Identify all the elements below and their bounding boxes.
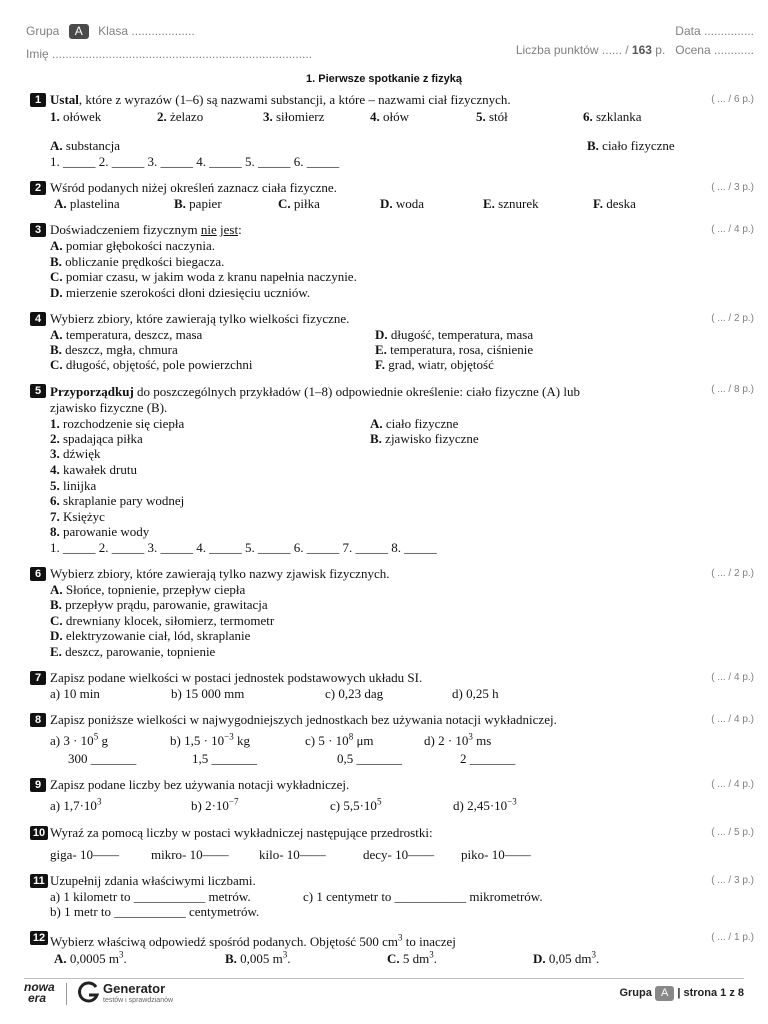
- item-number: 4.: [50, 462, 60, 477]
- option-b: [587, 138, 675, 154]
- question-number: 11: [30, 874, 48, 888]
- option-letter: D.: [50, 628, 63, 643]
- option[interactable]: [375, 357, 494, 373]
- list-item: [50, 524, 149, 540]
- option-letter: C.: [387, 951, 400, 966]
- sub-item[interactable]: a) 1 kilometr to ___________ metrów.: [50, 889, 251, 904]
- item-text: siłomierz: [276, 109, 325, 124]
- question-text: [50, 92, 511, 108]
- unit: kg: [233, 733, 250, 748]
- list-item: [50, 478, 96, 494]
- points-label: Liczba punktów ...... /: [515, 43, 632, 57]
- points-box: ( ... / 6 p.): [711, 94, 754, 105]
- logo-text-top: nowa: [24, 980, 55, 994]
- option[interactable]: [54, 196, 120, 212]
- option[interactable]: [50, 613, 274, 629]
- option-text: papier: [189, 196, 222, 211]
- page-indicator: [619, 986, 744, 1001]
- question-text: Zapisz podane liczby bez używania notacji wykładniczej.: [50, 777, 350, 792]
- option-text: piłka: [293, 196, 320, 211]
- sub-item: a) 10 min: [50, 686, 100, 701]
- list-item: [50, 431, 143, 447]
- option-text: plastelina: [69, 196, 120, 211]
- question-text: Wybierz zbiory, które zawierają tylko nazwy zjawisk fizycznych.: [50, 566, 390, 581]
- option-letter: B.: [50, 342, 62, 357]
- points-box: ( ... / 4 p.): [711, 672, 754, 683]
- answer-blank[interactable]: 300 _______: [68, 751, 137, 766]
- unit: g: [98, 733, 108, 748]
- question-number: 12: [30, 931, 48, 945]
- option-text: temperatura, rosa, ciśnienie: [390, 342, 534, 357]
- sub-item[interactable]: giga- 10——: [50, 847, 119, 862]
- option-letter: A.: [50, 327, 63, 342]
- period: .: [287, 951, 291, 966]
- points-suffix: p.: [651, 43, 666, 57]
- page-title: 1. Pierwsze spotkanie z fizyką: [306, 73, 462, 85]
- option-letter: F.: [593, 196, 603, 211]
- option[interactable]: [387, 951, 437, 967]
- list-item: [50, 446, 101, 462]
- option[interactable]: [483, 196, 539, 212]
- option-letter: F.: [375, 357, 385, 372]
- sub-item: c) 0,23 dag: [325, 686, 384, 701]
- question-number: 4: [30, 312, 46, 326]
- points-box: ( ... / 3 p.): [711, 182, 754, 193]
- generator-subtitle: testów i sprawdzianów: [103, 997, 174, 1004]
- list-item: [476, 109, 508, 125]
- question-text: Wybierz zbiory, które zawierają tylko wielkości fizyczne.: [50, 311, 350, 326]
- question-number: 2: [30, 181, 46, 195]
- item-text: spadająca piłka: [63, 431, 143, 446]
- option-letter: B.: [587, 138, 599, 153]
- list-item: [50, 493, 184, 509]
- question-number: 9: [30, 778, 46, 792]
- period: .: [596, 951, 600, 966]
- option-letter: A.: [54, 951, 67, 966]
- item-number: 5.: [476, 109, 486, 124]
- sub-item: [170, 733, 250, 749]
- question-text: [50, 222, 242, 238]
- exponent: 3: [282, 949, 288, 960]
- sub-item: [50, 733, 108, 749]
- points-box: ( ... / 4 p.): [711, 224, 754, 235]
- option-text: sznurek: [498, 196, 539, 211]
- points-box: ( ... / 8 p.): [711, 384, 754, 395]
- item-number: 1.: [50, 416, 60, 431]
- item-text: ołówek: [63, 109, 102, 124]
- option[interactable]: [593, 196, 636, 212]
- option[interactable]: [50, 342, 178, 358]
- option[interactable]: [50, 254, 224, 270]
- question-number: 6: [30, 567, 46, 581]
- option-letter: A.: [370, 416, 383, 431]
- question-number: 5: [30, 384, 46, 398]
- option-text: obliczanie prędkości biegacza.: [65, 254, 225, 269]
- sub-item: [305, 733, 374, 749]
- answer-blanks[interactable]: 1. _____ 2. _____ 3. _____ 4. _____ 5. _____ 6. _____ 7. _____ 8. _____: [50, 540, 437, 555]
- answer-blank[interactable]: 0,5 _______: [337, 751, 402, 766]
- list-item: [263, 109, 324, 125]
- option-text: 0,005 m: [240, 951, 283, 966]
- exponent: 3: [591, 949, 597, 960]
- exponent: 3: [468, 731, 473, 742]
- grade-field: Ocena ............: [675, 43, 754, 57]
- list-item: [583, 109, 641, 125]
- expr: a) 1,7·10: [50, 798, 97, 813]
- points-total: 163: [631, 43, 652, 57]
- name-field: Imię ..............................................................................: [26, 47, 313, 61]
- item-number: 3.: [50, 446, 60, 461]
- item-number: 8.: [50, 524, 60, 539]
- question-text: Wyraź za pomocą liczby w postaci wykładniczej następujące przedrostki:: [50, 825, 433, 840]
- option-text: grad, wiatr, objętość: [388, 357, 494, 372]
- option-letter: C.: [50, 357, 63, 372]
- sub-item: d) 0,25 h: [452, 686, 499, 701]
- sub-item[interactable]: decy- 10——: [363, 847, 435, 862]
- option-text: długość, objętość, pole powierzchni: [65, 357, 253, 372]
- option[interactable]: [225, 951, 291, 967]
- option[interactable]: [54, 951, 127, 967]
- expr: b) 1,5 · 10: [170, 733, 225, 748]
- exponent: 3: [119, 949, 124, 960]
- list-item: [50, 509, 105, 525]
- option[interactable]: [278, 196, 320, 212]
- option-b: [370, 431, 479, 447]
- sub-item[interactable]: piko- 10——: [461, 847, 531, 862]
- item-text: stół: [489, 109, 508, 124]
- sub-item[interactable]: c) 1 centymetr to ___________ mikrometrów.: [303, 889, 543, 904]
- question-number: 1: [30, 93, 46, 107]
- sub-item: [424, 733, 491, 749]
- option-letter: C.: [50, 613, 63, 628]
- option-letter: B.: [370, 431, 382, 446]
- option-text: pomiar głębokości naczynia.: [65, 238, 215, 253]
- option[interactable]: [50, 582, 245, 598]
- question-number: 7: [30, 671, 46, 685]
- option-text: elektryzowanie ciał, lód, skraplanie: [65, 628, 251, 643]
- item-text: skraplanie pary wodnej: [63, 493, 185, 508]
- expr: b) 2·10: [191, 798, 229, 813]
- option-text: substancja: [65, 138, 121, 153]
- expr: d) 2,45·10: [453, 798, 508, 813]
- unit: μm: [353, 733, 374, 748]
- unit: ms: [472, 733, 492, 748]
- question-verb: Przyporządkuj: [50, 384, 134, 399]
- exponent: −3: [224, 731, 234, 742]
- period: .: [123, 951, 127, 966]
- date-field: Data ...............: [675, 24, 754, 38]
- question-number: 10: [30, 826, 48, 840]
- footer-group-badge: A: [655, 986, 674, 1001]
- class-field: Klasa ...................: [98, 24, 195, 38]
- item-number: 3.: [263, 109, 273, 124]
- footer-divider: [24, 978, 744, 979]
- option-a: [370, 416, 458, 432]
- option-letter: B.: [174, 196, 186, 211]
- exponent: −7: [228, 796, 239, 807]
- option[interactable]: [50, 238, 215, 254]
- period: .: [433, 951, 438, 966]
- page-number: | strona 1 z 8: [677, 987, 744, 999]
- item-number: 4.: [370, 109, 380, 124]
- exponent: 3: [429, 949, 434, 960]
- question-text: [50, 934, 456, 950]
- option-a: [50, 138, 120, 154]
- list-item: [157, 109, 203, 125]
- option-letter: E.: [483, 196, 495, 211]
- points-box: ( ... / 4 p.): [711, 714, 754, 725]
- option[interactable]: [50, 285, 310, 301]
- option[interactable]: [380, 196, 424, 212]
- question-text: [50, 384, 580, 400]
- option-text: deszcz, mgła, chmura: [65, 342, 178, 357]
- question-text: Zapisz podane wielkości w postaci jednostek podstawowych układu SI.: [50, 670, 423, 685]
- item-text: kawałek drutu: [63, 462, 138, 477]
- underlined-word: nie: [200, 222, 217, 237]
- option-text: 0,0005 m: [69, 951, 120, 966]
- logo-text-bottom: era: [28, 991, 47, 1005]
- question-body: , które z wyrazów (1–6) są nazwami substancji, a które – nazwami ciał fizycznych.: [78, 92, 511, 107]
- option[interactable]: [50, 269, 357, 285]
- option[interactable]: [50, 357, 253, 373]
- sub-item: [50, 798, 101, 814]
- expr: a) 3 · 10: [50, 733, 94, 748]
- exponent: 3: [96, 796, 102, 807]
- question-verb: Ustal: [50, 92, 79, 107]
- item-text: parowanie wody: [63, 524, 150, 539]
- item-number: 2.: [157, 109, 167, 124]
- option-text: przepływ prądu, parowanie, grawitacja: [65, 597, 268, 612]
- question-body: do poszczególnych przykładów (1–8) odpowiednie określenie: ciało fizyczne (A) lub: [133, 384, 580, 399]
- sub-item[interactable]: kilo- 10——: [259, 847, 326, 862]
- question-text: Uzupełnij zdania właściwymi liczbami.: [50, 873, 256, 888]
- item-text: linijka: [63, 478, 97, 493]
- option-letter: C.: [278, 196, 291, 211]
- logo-separator: [66, 983, 67, 1005]
- option-letter: D.: [375, 327, 388, 342]
- item-number: 1.: [50, 109, 60, 124]
- list-item: [50, 462, 137, 478]
- question-body: Wybierz właściwą odpowiedź spośród podanych. Objętość 500 cm: [50, 934, 398, 949]
- question-body: Doświadczeniem fizycznym: [50, 222, 201, 237]
- footer-group-label: Grupa: [619, 987, 652, 999]
- option-letter: E.: [375, 342, 387, 357]
- option-letter: B.: [225, 951, 237, 966]
- option-letter: D.: [533, 951, 546, 966]
- option-text: Słońce, topnienie, przepływ ciepła: [65, 582, 246, 597]
- option-letter: A.: [50, 582, 63, 597]
- option-text: pomiar czasu, w jakim woda z kranu napełnia naczynie.: [65, 269, 357, 284]
- exponent: 5: [376, 796, 382, 807]
- answer-blanks[interactable]: 1. _____ 2. _____ 3. _____ 4. _____ 5. _____ 6. _____: [50, 154, 340, 169]
- sub-item: b) 15 000 mm: [171, 686, 245, 701]
- option-text: długość, temperatura, masa: [390, 327, 534, 342]
- item-number: 6.: [583, 109, 593, 124]
- option[interactable]: [174, 196, 222, 212]
- option-text: mierzenie szerokości dłoni dziesięciu uczniów.: [65, 285, 311, 300]
- generator-title: Generator: [103, 981, 166, 996]
- option-text: drewniany klocek, siłomierz, termometr: [65, 613, 275, 628]
- option-letter: D.: [50, 285, 63, 300]
- list-item: [50, 416, 184, 432]
- option[interactable]: [375, 327, 533, 343]
- question-number: 8: [30, 713, 46, 727]
- item-text: szklanka: [596, 109, 642, 124]
- question-text: Zapisz poniższe wielkości w najwygodniejszych jednostkach bez używania notacji wykładniczej.: [50, 712, 557, 727]
- option[interactable]: [50, 628, 250, 644]
- colon: :: [238, 222, 242, 237]
- answer-blank[interactable]: 1,5 _______: [192, 751, 257, 766]
- points-box: ( ... / 4 p.): [711, 779, 754, 790]
- exponent: 8: [348, 731, 354, 742]
- option-text: 0,05 dm: [548, 951, 592, 966]
- item-number: 7.: [50, 509, 60, 524]
- option-text: woda: [395, 196, 425, 211]
- item-text: żelazo: [170, 109, 204, 124]
- points-box: ( ... / 3 p.): [711, 875, 754, 886]
- option[interactable]: [50, 597, 268, 613]
- expr: c) 5,5·10: [330, 798, 377, 813]
- option[interactable]: [533, 951, 599, 967]
- item-number: 6.: [50, 493, 60, 508]
- answer-blank[interactable]: 2 _______: [460, 751, 516, 766]
- question-body: to inaczej: [402, 934, 456, 949]
- option-letter: D.: [380, 196, 393, 211]
- list-item: [50, 109, 101, 125]
- option-letter: A.: [54, 196, 67, 211]
- underlined-word: jest: [220, 222, 239, 237]
- option[interactable]: [50, 327, 202, 343]
- points-box: ( ... / 5 p.): [711, 827, 754, 838]
- item-text: dźwięk: [63, 446, 101, 461]
- sub-item: [191, 798, 239, 814]
- option-letter: B.: [50, 597, 62, 612]
- item-text: rozchodzenie się ciepła: [63, 416, 185, 431]
- expr: c) 5 · 10: [305, 733, 349, 748]
- points-box: ( ... / 2 p.): [711, 313, 754, 324]
- item-number: 5.: [50, 478, 60, 493]
- option-text: ciało fizyczne: [385, 416, 459, 431]
- item-text: Księżyc: [63, 509, 105, 524]
- option[interactable]: [375, 342, 533, 358]
- sub-item: [453, 798, 517, 814]
- option-letter: A.: [50, 138, 63, 153]
- points-box: ( ... / 2 p.): [711, 568, 754, 579]
- option-letter: E.: [50, 644, 62, 659]
- group-badge: A: [69, 24, 89, 39]
- option-letter: C.: [50, 269, 63, 284]
- sub-item: [330, 798, 381, 814]
- group-label: [26, 24, 195, 39]
- question-text-cont: zjawisko fizyczne (B).: [50, 400, 168, 415]
- item-number: 2.: [50, 431, 60, 446]
- option-text: zjawisko fizyczne: [385, 431, 479, 446]
- expr: d) 2 · 10: [424, 733, 469, 748]
- sub-item[interactable]: b) 1 metr to ___________ centymetrów.: [50, 904, 260, 919]
- option-text: deska: [606, 196, 636, 211]
- question-text: Wśród podanych niżej określeń zaznacz ciała fizyczne.: [50, 180, 337, 195]
- points-box: ( ... / 1 p.): [711, 932, 754, 943]
- option-text: deszcz, parowanie, topnienie: [65, 644, 216, 659]
- sub-item[interactable]: mikro- 10——: [151, 847, 229, 862]
- question-number: 3: [30, 223, 46, 237]
- option-letter: B.: [50, 254, 62, 269]
- option-text: ciało fizyczne: [602, 138, 675, 153]
- option-letter: A.: [50, 238, 63, 253]
- option-text: temperatura, deszcz, masa: [65, 327, 203, 342]
- nowa-era-logo: [24, 982, 55, 1004]
- list-item: [370, 109, 409, 125]
- option[interactable]: [50, 644, 215, 660]
- exponent: −3: [507, 796, 517, 807]
- generator-icon: [76, 981, 100, 1009]
- score-line: [516, 43, 754, 57]
- exponent: 3: [397, 932, 403, 943]
- exponent: 5: [93, 731, 99, 742]
- item-text: ołów: [383, 109, 409, 124]
- group-text: Grupa: [26, 24, 60, 38]
- option-text: 5 dm: [402, 951, 430, 966]
